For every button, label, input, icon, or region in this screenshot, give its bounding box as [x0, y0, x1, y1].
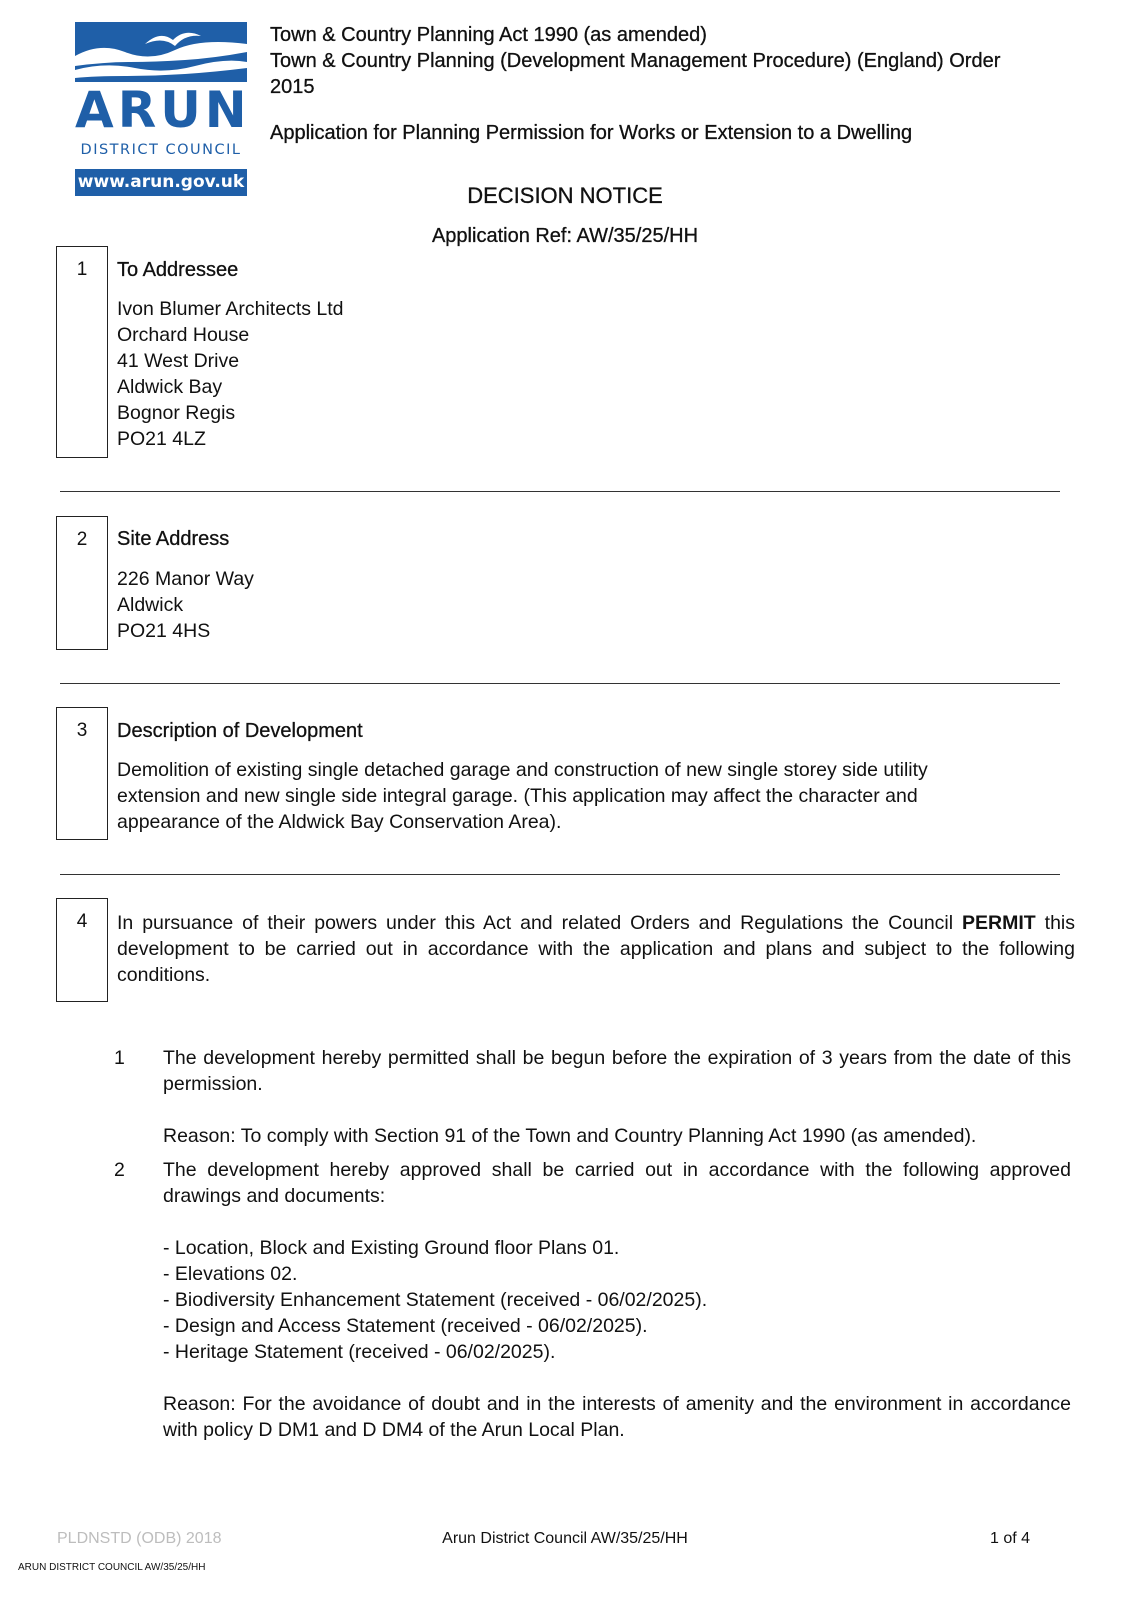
site-address-line: Aldwick [117, 594, 184, 616]
divider [60, 491, 1060, 492]
section-number-box [56, 246, 108, 458]
address-line: Ivon Blumer Architects Ltd [117, 298, 344, 320]
section-number: 4 [76, 911, 88, 932]
description-line: extension and new single side integral garage. (This application may affect the character and [117, 785, 918, 807]
document-item: - Design and Access Statement (received - 06/02/2025). [163, 1315, 648, 1337]
description-line: appearance of the Aldwick Bay Conservation Area). [117, 811, 562, 833]
document-item: - Elevations 02. [163, 1263, 298, 1285]
description-line: Demolition of existing single detached garage and construction of new single storey side utility [117, 759, 928, 781]
permit-keyword: PERMIT [962, 912, 1036, 934]
condition-number: 2 [114, 1159, 125, 1181]
logo-brand: ARUN [75, 81, 251, 139]
order-year: 2015 [270, 76, 315, 98]
section-number-box [56, 898, 108, 1002]
arun-logo [75, 22, 251, 197]
statement-text: In pursuance of their powers under this Act and related Orders and Regulations the Council [117, 912, 954, 934]
divider [60, 874, 1060, 875]
application-type: Application for Planning Permission for Works or Extension to a Dwelling [270, 122, 913, 144]
site-address-line: 226 Manor Way [117, 568, 254, 590]
condition-text: The development hereby permitted shall be begun before the expiration of 3 years from the date of this permission. [163, 1047, 1071, 1095]
decision-heading: DECISION NOTICE [467, 183, 663, 208]
seagull-waves-icon [75, 22, 247, 82]
section-number: 3 [76, 720, 88, 741]
section-number-box [56, 516, 108, 650]
condition-number: 1 [114, 1047, 125, 1069]
section-number: 2 [76, 529, 88, 550]
address-line: Orchard House [117, 324, 250, 346]
order-title: Town & Country Planning (Development Management Procedure) (England) Order [270, 50, 1001, 72]
document-item: - Biodiversity Enhancement Statement (received - 06/02/2025). [163, 1289, 708, 1311]
condition-reason: Reason: For the avoidance of doubt and in the interests of amenity and the environment in accordance with policy D DM1 and D DM4 of the Arun Local Plan. [163, 1393, 1071, 1441]
site-address-line: PO21 4HS [117, 620, 211, 642]
document-item: - Location, Block and Existing Ground floor Plans 01. [163, 1237, 620, 1259]
divider [60, 683, 1060, 684]
section-title: Site Address [117, 528, 230, 550]
form-code: PLDNSTD (ODB) 2018 [57, 1530, 222, 1547]
application-ref: Application Ref: AW/35/25/HH [431, 225, 699, 247]
section-number: 1 [76, 259, 88, 280]
address-line: Bognor Regis [117, 402, 236, 424]
footer-small-reference: ARUN DISTRICT COUNCIL AW/35/25/HH [18, 1562, 206, 1573]
footer-reference: Arun District Council AW/35/25/HH [442, 1530, 688, 1547]
document-item: - Heritage Statement (received - 06/02/2025). [163, 1341, 556, 1363]
section-number-box [56, 707, 108, 840]
permission-statement [117, 910, 1075, 988]
act-title: Town & Country Planning Act 1990 (as amended) [270, 24, 707, 46]
address-line: 41 West Drive [117, 350, 240, 372]
condition-reason: Reason: To comply with Section 91 of the Town and Country Planning Act 1990 (as amended). [163, 1125, 977, 1147]
section-title: Description of Development [117, 720, 363, 742]
logo-subtitle: DISTRICT COUNCIL [80, 142, 242, 158]
page-number: 1 of 4 [990, 1530, 1031, 1547]
address-line: Aldwick Bay [117, 376, 223, 398]
logo-url[interactable]: www.arun.gov.uk [75, 169, 247, 196]
statement-text: this development to be carried out in accordance with the application and plans and subject to the following conditions. [117, 912, 1076, 986]
condition-text: The development hereby approved shall be carried out in accordance with the following approved drawings and documents: [163, 1159, 1071, 1207]
address-line: PO21 4LZ [117, 428, 206, 450]
section-title: To Addressee [117, 259, 239, 281]
